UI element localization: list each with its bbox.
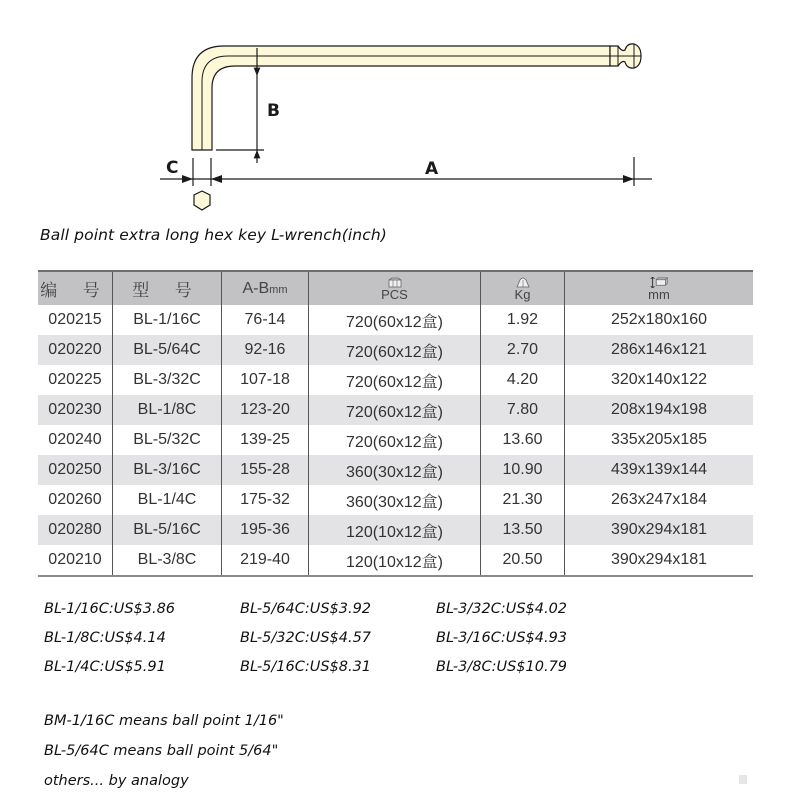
price-list (44, 594, 632, 681)
cell-code: 020215 (48, 311, 102, 328)
cell-pcs: 720(60x12盒) (309, 395, 481, 425)
price-row (44, 652, 632, 681)
note-line: BM-1/16C means ball point 1/16" (44, 713, 284, 729)
cell-ab: 139-25 (222, 425, 309, 455)
cell-pcs: 120(10x12盒) (309, 545, 481, 576)
cell-code: 020225 (48, 371, 102, 388)
notes (44, 706, 284, 796)
cell-model: BL-3/16C (113, 455, 222, 485)
table-row (38, 425, 753, 455)
cell-size: 263x247x184 (565, 485, 754, 515)
cell-model: BL-1/16C (113, 305, 222, 335)
cell-size: 390x294x181 (565, 545, 754, 576)
cell-model: BL-5/64C (113, 335, 222, 365)
cell-kg: 10.90 (481, 455, 565, 485)
cell-size: 208x194x198 (565, 395, 754, 425)
price-item: BL-5/64C:US$3.92 (240, 600, 372, 617)
cell-pcs: 720(60x12盒) (309, 305, 481, 335)
cell-model: BL-5/32C (113, 425, 222, 455)
table-row (38, 365, 753, 395)
cell-pcs: 720(60x12盒) (309, 335, 481, 365)
price-item: BL-1/4C:US$5.91 (44, 658, 166, 675)
cell-model: BL-3/32C (113, 365, 222, 395)
cell-code: 020220 (38, 335, 113, 365)
table-row (38, 515, 753, 545)
cell-pcs: 120(10x12盒) (309, 515, 481, 545)
header-carton-size: mm (565, 271, 754, 305)
price-item: BL-3/8C:US$10.79 (436, 658, 568, 675)
cell-kg: 20.50 (481, 545, 565, 576)
cell-kg: 13.50 (481, 515, 565, 545)
cell-pcs: 360(30x12盒) (309, 485, 481, 515)
table-header-row (38, 271, 753, 305)
cell-code: 020240 (48, 431, 102, 448)
header-kg: Kg (481, 271, 565, 305)
cell-kg: 2.70 (481, 335, 565, 365)
cell-ab: 92-16 (222, 335, 309, 365)
price-row (44, 594, 632, 623)
wrench-shape-icon (192, 44, 641, 150)
carton-dimension-icon (649, 277, 669, 288)
cell-code: 020260 (48, 491, 102, 508)
cell-kg: 21.30 (481, 485, 565, 515)
cell-model: BL-3/8C (113, 545, 222, 576)
header-ab: A-Bmm (222, 271, 309, 305)
cell-pcs: 360(30x12盒) (309, 455, 481, 485)
table-row (38, 455, 753, 485)
cell-ab: 76-14 (222, 305, 309, 335)
cell-code: 020210 (38, 545, 113, 576)
cell-kg: 1.92 (481, 305, 565, 335)
watermark-mark (739, 775, 747, 784)
price-item: BL-1/8C:US$4.14 (44, 629, 166, 646)
header-model: 型 号 (113, 271, 222, 305)
cell-ab: 123-20 (222, 395, 309, 425)
dimension-c-label: C (166, 158, 179, 178)
cell-kg: 7.80 (481, 395, 565, 425)
cell-size: 439x139x144 (565, 455, 754, 485)
cell-pcs: 720(60x12盒) (309, 425, 481, 455)
price-item: BL-5/16C:US$8.31 (240, 658, 372, 675)
table-row (38, 395, 753, 425)
price-item: BL-3/32C:US$4.02 (436, 600, 568, 617)
cell-ab: 175-32 (222, 485, 309, 515)
table-row (38, 485, 753, 515)
table-row (38, 335, 753, 365)
cell-ab: 195-36 (222, 515, 309, 545)
cell-size: 252x180x160 (565, 305, 754, 335)
page-title: Ball point extra long hex key L-wrench(inch) (40, 226, 387, 244)
weight-icon (516, 277, 530, 288)
cell-code: 020230 (38, 395, 113, 425)
cell-size: 390x294x181 (565, 515, 754, 545)
price-item: BL-3/16C:US$4.93 (436, 629, 568, 646)
dimension-a-label: A (425, 159, 439, 179)
cell-ab: 107-18 (222, 365, 309, 395)
header-pcs: PCS (309, 271, 481, 305)
box-icon (387, 277, 403, 288)
table-row (38, 545, 753, 576)
hex-section-icon (194, 191, 210, 210)
header-code: 编 号 (38, 271, 113, 305)
cell-ab: 155-28 (222, 455, 309, 485)
price-row (44, 623, 632, 652)
cell-kg: 4.20 (481, 365, 565, 395)
cell-model: BL-1/4C (113, 485, 222, 515)
price-item: BL-1/16C:US$3.86 (44, 600, 176, 617)
cell-pcs: 720(60x12盒) (309, 365, 481, 395)
price-item: BL-5/32C:US$4.57 (240, 629, 372, 646)
cell-size: 320x140x122 (565, 365, 754, 395)
cell-model: BL-5/16C (113, 515, 222, 545)
cell-kg: 13.60 (481, 425, 565, 455)
spec-table (38, 270, 753, 577)
cell-size: 286x146x121 (565, 335, 754, 365)
cell-code: 020250 (38, 455, 113, 485)
table-row (38, 305, 753, 335)
cell-code: 020280 (38, 515, 113, 545)
cell-size: 335x205x185 (565, 425, 754, 455)
note-line: others... by analogy (44, 773, 189, 789)
cell-ab: 219-40 (222, 545, 309, 576)
dimension-b-label: B (267, 101, 280, 121)
wrench-diagram (0, 0, 800, 220)
note-line: BL-5/64C means ball point 5/64" (44, 743, 279, 759)
cell-model: BL-1/8C (113, 395, 222, 425)
